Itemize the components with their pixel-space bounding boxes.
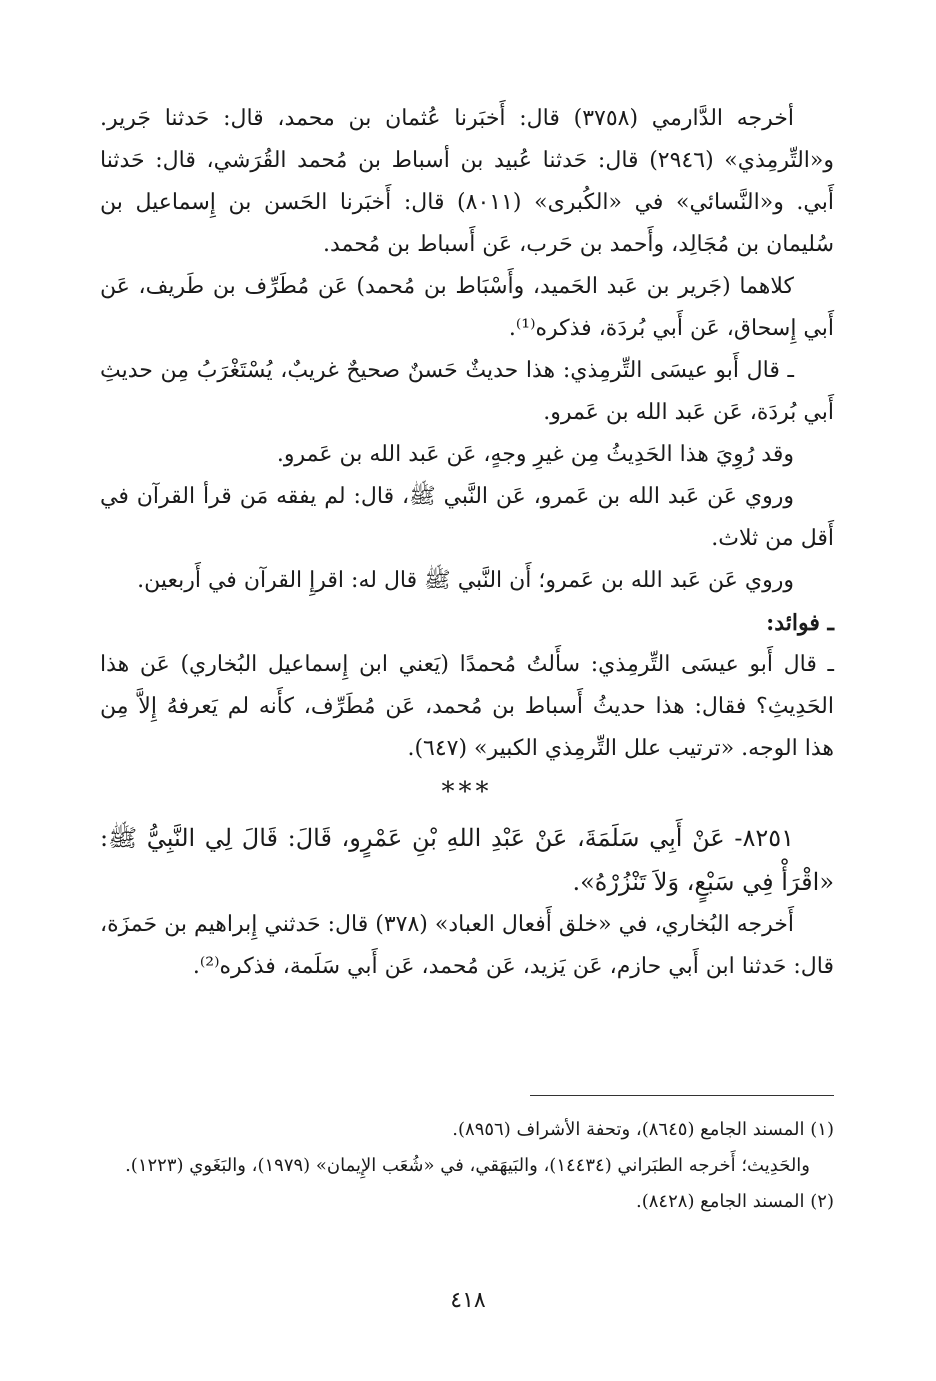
page-number: ٤١٨ xyxy=(450,1288,486,1313)
paragraph-benefits: ـ قال أَبو عيسَى التِّرمِذي: سأَلتُ مُحمدًا (يَعني ابن إِسماعيل البُخاري) عَن هذا الحَدِيثِ؟ فقال: هذا حديثُ أَسباط بن مُحمد، عَن مُطَرِّف، كأَنه لم يَعرفهُ إِلاَّ مِن هذا الوجه. «ترتيب علل التِّرمِذي الكبير» (٦٤٧). xyxy=(100,652,834,761)
hadith-text: ٨٢٥١- عَنْ أَبِي سَلَمَةَ، عَنْ عَبْدِ اللهِ بْنِ عَمْرٍو، قَالَ: قَالَ لِي النَّبِيُّ ﷺ: «اقْرَأْ فِي سَبْعٍ، وَلاَ تَنْزُرْهُ». xyxy=(100,824,834,896)
benefits-heading: ـ فوائد: xyxy=(766,610,834,636)
paragraph-takhrij: أخرجه الدَّارمي (٣٧٥٨) قال: أَخبَرنا عُثمان بن محمد، قال: حَدثنا جَرير. و«التِّرمِذي» (٢٩٤٦) قال: حَدثنا عُبيد بن أسباط بن مُحمد القُرَشي، قال: حَدثنا أَبي. و«النَّسائي» في «الكُبرى» (٨٠١١) قال: أَخبَرنا الحَسن بن إِسماعيل بن سُليمان بن مُجَالِد، وأَحمد بن حَرب، عَن أَسباط بن مُحمد. xyxy=(100,106,834,257)
paragraph-both-narrators: كلاهما (جَرير بن عَبد الحَميد، وأَسْبَاط بن مُحمد) عَن مُطَرِّف بن طَريف، عَن أَبي إِسحاق، عَن أَبي بُردَة، فذكره⁽¹⁾. xyxy=(100,274,834,341)
footnote-divider xyxy=(530,1095,834,1096)
paragraph-tirmidhi-comment: ـ قال أَبو عيسَى التِّرمِذي: هذا حديثٌ حَسنٌ صحيحٌ غريبٌ، يُسْتَغْرَبُ مِن حديثِ أَبي بُردَة، عَن عَبد الله بن عَمرو. xyxy=(100,358,834,425)
main-text xyxy=(100,98,834,988)
footnote-1: (١) المسند الجامع (٨٦٤٥)، وتحفة الأشراف (٨٩٥٦). xyxy=(452,1119,834,1140)
paragraph-forty-days: وروي عَن عَبد الله بن عَمرو؛ أَن النَّبي ﷺ قال له: اقرإِ القرآن في أَربعين. xyxy=(137,568,794,593)
paragraph-other-ways: وقد رُوِيَ هذا الحَدِيثُ مِن غيرِ وجهٍ، عَن عَبد الله بن عَمرو. xyxy=(276,442,794,467)
footnote-2: (٢) المسند الجامع (٨٤٢٨). xyxy=(636,1191,834,1212)
paragraph-three-days: وروي عَن عَبد الله بن عَمرو، عَن النَّبي ﷺ، قال: لم يفقه مَن قرأ القرآن في أَقل من ثلاث. xyxy=(100,484,834,551)
paragraph-bukhari-source: أَخرجه البُخاري، في «خلق أَفعال العباد» (٣٧٨) قال: حَدثني إِبراهيم بن حَمزَة، قال: حَدثنا ابن أَبي حازم، عَن يَزيد، عَن مُحمد، عَن أَبي سَلَمة، فذكره⁽²⁾. xyxy=(100,912,834,979)
footnotes xyxy=(100,1112,834,1220)
footnote-1-continuation: والحَدِيث؛ أَخرجه الطبَراني (١٤٤٣٤)، والبَيهَقي، في «شُعَب الإِيمان» (١٩٧٩)، والبَغَوي (١٢٢٣). xyxy=(125,1155,810,1176)
section-separator: *** xyxy=(441,777,493,807)
